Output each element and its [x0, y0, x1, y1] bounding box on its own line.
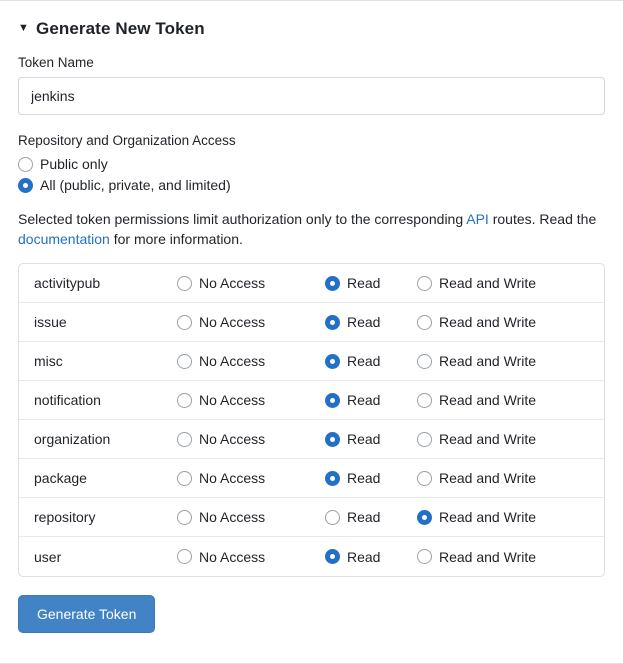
- chevron-down-icon[interactable]: ▼: [18, 21, 29, 34]
- page-title: Generate New Token: [36, 19, 205, 38]
- permission-option-label: Read and Write: [439, 314, 537, 330]
- radio-all[interactable]: [18, 178, 33, 193]
- permission-option-read-write[interactable]: [417, 549, 536, 565]
- permission-option-label: No Access: [199, 431, 266, 447]
- permission-option-read-write[interactable]: [417, 392, 536, 408]
- table-row: [19, 420, 604, 459]
- radio-read[interactable]: [325, 432, 340, 447]
- access-option-public-only[interactable]: [18, 156, 605, 172]
- radio-no-access[interactable]: [177, 510, 192, 525]
- permission-option-read[interactable]: [325, 392, 417, 408]
- radio-read[interactable]: [325, 393, 340, 408]
- access-label: Repository and Organization Access: [18, 133, 236, 148]
- permission-option-no-access[interactable]: [177, 392, 325, 408]
- permission-option-label: Read: [347, 509, 381, 525]
- permission-option-label: No Access: [199, 314, 266, 330]
- permission-option-no-access[interactable]: [177, 470, 325, 486]
- table-row: [19, 498, 604, 537]
- permission-option-read-write[interactable]: [417, 314, 536, 330]
- permission-option-no-access[interactable]: [177, 353, 325, 369]
- permission-option-label: No Access: [199, 392, 266, 408]
- permission-option-label: No Access: [199, 275, 266, 291]
- table-row: [19, 303, 604, 342]
- access-option-all[interactable]: [18, 177, 605, 193]
- permission-option-no-access[interactable]: [177, 275, 325, 291]
- permission-option-label: Read: [347, 392, 381, 408]
- help-text-part-2: routes. Read the: [488, 211, 597, 227]
- radio-no-access[interactable]: [177, 315, 192, 330]
- permission-option-no-access[interactable]: [177, 549, 325, 565]
- permission-option-no-access[interactable]: [177, 509, 325, 525]
- radio-read[interactable]: [325, 354, 340, 369]
- permission-option-label: Read and Write: [439, 509, 537, 525]
- permission-name: repository: [34, 509, 96, 525]
- access-option-label: Public only: [40, 156, 108, 172]
- permission-name: user: [34, 548, 62, 565]
- radio-read[interactable]: [325, 510, 340, 525]
- table-row: [19, 537, 604, 576]
- api-link[interactable]: API: [466, 211, 489, 227]
- permission-option-read[interactable]: [325, 470, 417, 486]
- radio-read-write[interactable]: [417, 510, 432, 525]
- permission-option-label: Read and Write: [439, 392, 537, 408]
- radio-read-write[interactable]: [417, 432, 432, 447]
- permission-option-label: No Access: [199, 548, 266, 565]
- documentation-link[interactable]: documentation: [18, 231, 110, 247]
- radio-no-access[interactable]: [177, 549, 192, 564]
- radio-read-write[interactable]: [417, 393, 432, 408]
- radio-no-access[interactable]: [177, 471, 192, 486]
- permission-option-read-write[interactable]: [417, 431, 536, 447]
- permission-option-read[interactable]: [325, 275, 417, 291]
- table-row: [19, 342, 604, 381]
- radio-read-write[interactable]: [417, 354, 432, 369]
- permission-option-no-access[interactable]: [177, 431, 325, 447]
- radio-read-write[interactable]: [417, 471, 432, 486]
- token-name-label: Token Name: [18, 55, 94, 70]
- table-row: [19, 264, 604, 303]
- radio-read[interactable]: [325, 549, 340, 564]
- permission-option-label: Read: [347, 353, 381, 369]
- permission-option-read-write[interactable]: [417, 353, 536, 369]
- permission-option-label: Read: [347, 275, 381, 291]
- permission-option-label: Read and Write: [439, 275, 537, 291]
- permissions-help-text: [18, 209, 605, 249]
- section-header[interactable]: [18, 19, 605, 39]
- permission-name: misc: [34, 353, 63, 369]
- permission-option-read[interactable]: [325, 431, 417, 447]
- radio-no-access[interactable]: [177, 276, 192, 291]
- permission-name: organization: [34, 431, 111, 447]
- permission-option-read[interactable]: [325, 314, 417, 330]
- permission-option-label: No Access: [199, 509, 266, 525]
- permission-option-label: Read and Write: [439, 431, 537, 447]
- permission-option-label: Read: [347, 470, 381, 486]
- permission-option-label: Read: [347, 431, 381, 447]
- permission-name: activitypub: [34, 275, 101, 291]
- table-row: [19, 459, 604, 498]
- generate-token-button[interactable]: Generate Token: [18, 595, 155, 633]
- generate-token-panel: [0, 1, 623, 653]
- radio-read-write[interactable]: [417, 276, 432, 291]
- help-text-part-1: Selected token permissions limit authorization only to the corresponding: [18, 211, 467, 227]
- radio-read[interactable]: [325, 315, 340, 330]
- radio-public-only[interactable]: [18, 157, 33, 172]
- permission-option-label: Read and Write: [439, 470, 537, 486]
- permission-name: issue: [34, 314, 67, 330]
- permission-name: notification: [34, 392, 101, 408]
- permission-option-read-write[interactable]: [417, 509, 536, 525]
- permission-option-no-access[interactable]: [177, 314, 325, 330]
- radio-read-write[interactable]: [417, 549, 432, 564]
- radio-no-access[interactable]: [177, 432, 192, 447]
- permission-option-label: Read and Write: [439, 548, 537, 565]
- permission-name: package: [34, 470, 87, 486]
- permission-option-read[interactable]: [325, 353, 417, 369]
- permission-option-label: No Access: [199, 353, 266, 369]
- radio-read[interactable]: [325, 471, 340, 486]
- radio-no-access[interactable]: [177, 393, 192, 408]
- permission-option-read[interactable]: [325, 509, 417, 525]
- permissions-table: [18, 263, 605, 577]
- access-option-label: All (public, private, and limited): [40, 177, 231, 193]
- help-text-part-3: for more information.: [109, 231, 243, 247]
- radio-read-write[interactable]: [417, 315, 432, 330]
- radio-no-access[interactable]: [177, 354, 192, 369]
- permission-option-label: Read: [347, 548, 381, 565]
- permission-option-read-write[interactable]: [417, 275, 536, 291]
- table-row: [19, 381, 604, 420]
- permission-option-label: Read: [347, 314, 381, 330]
- permission-option-read-write[interactable]: [417, 470, 536, 486]
- token-name-input[interactable]: [18, 77, 605, 115]
- permission-option-label: Read and Write: [439, 353, 537, 369]
- permission-option-label: No Access: [199, 470, 266, 486]
- submit-row: [18, 595, 605, 653]
- permission-option-read[interactable]: [325, 549, 417, 565]
- radio-read[interactable]: [325, 276, 340, 291]
